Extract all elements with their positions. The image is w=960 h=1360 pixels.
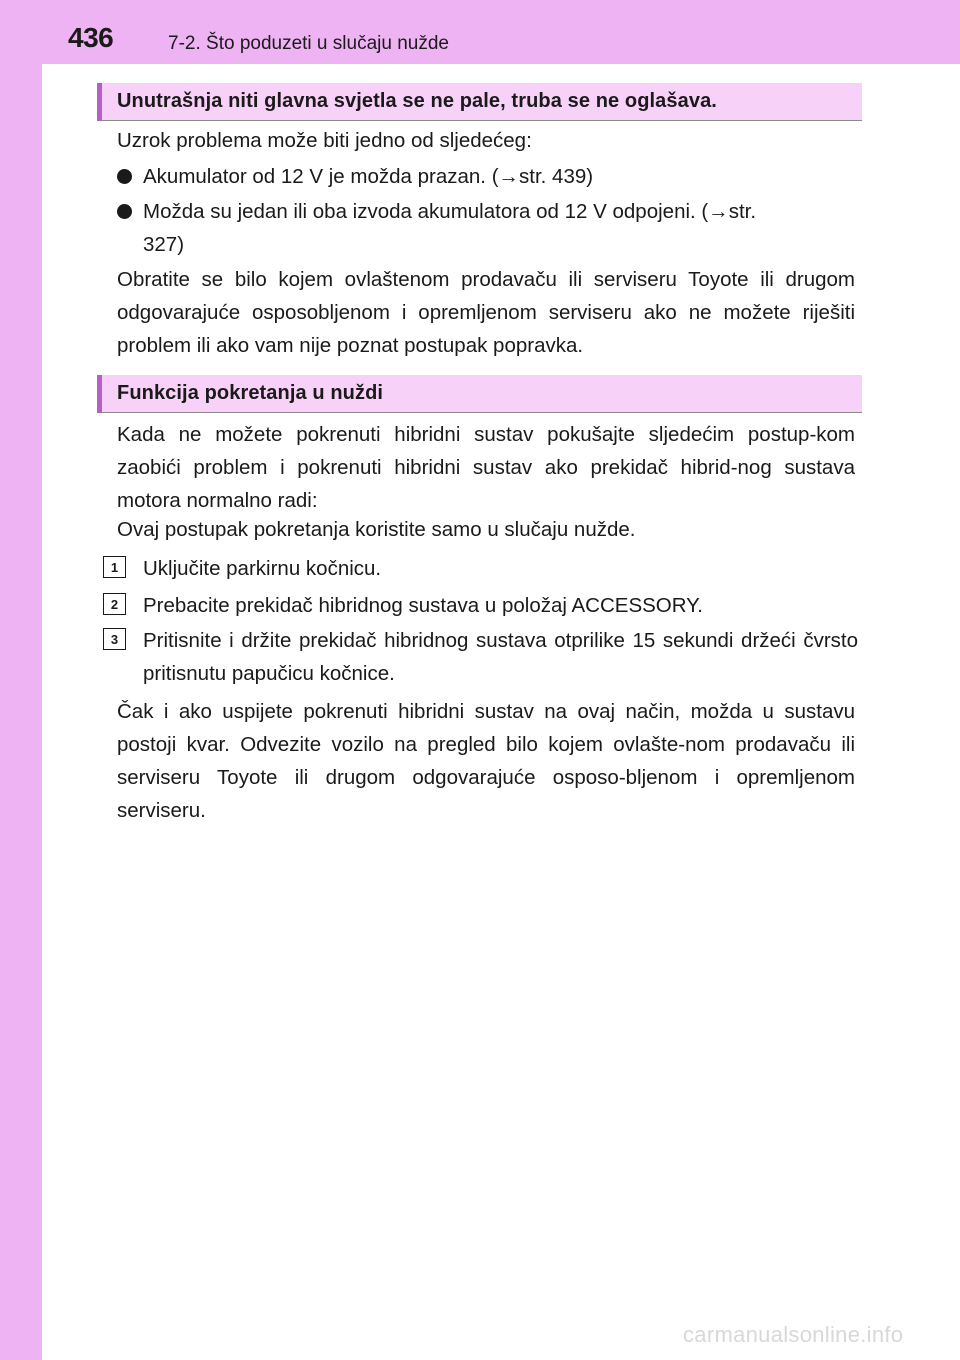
- section-intro: Uzrok problema može biti jedno od sljedećeg:: [117, 129, 532, 152]
- section-heading-lights: [97, 83, 862, 121]
- section-heading-emergency-start: [97, 375, 862, 413]
- step-number: 3: [103, 628, 126, 650]
- step-item: [103, 552, 858, 585]
- bullet-icon: [117, 169, 132, 184]
- step-item: [103, 589, 858, 622]
- step-text: Prebacite prekidač hibridnog sustava u položaj ACCESSORY.: [143, 594, 703, 617]
- section-body: Čak i ako uspijete pokrenuti hibridni sustav na ovaj način, možda u sustavu postoji kvar. Odvezite vozilo na pregled bilo kojem ovlašte-nom prodavaču ili serviseru Toyote ili drugom odgovarajuće osposo-bljenom i opremljenom serviseru.: [117, 700, 855, 822]
- header-band: [0, 0, 960, 64]
- list-item: Akumulator od 12 V je možda prazan. (→str. 439): [117, 160, 857, 193]
- step-number: 1: [103, 556, 126, 578]
- step-text: Pritisnite i držite prekidač hibridnog sustava otprilike 15 sekundi držeći čvrsto pritisnutu papučicu kočnice.: [143, 629, 858, 685]
- section-heading-text: Funkcija pokretanja u nuždi: [117, 382, 384, 404]
- watermark: carmanualsonline.info: [683, 1322, 904, 1347]
- section-heading-text: Unutrašnja niti glavna svjetla se ne pale, truba se ne oglašava.: [117, 90, 717, 112]
- step-number: 2: [103, 593, 126, 615]
- side-color-strip: [0, 0, 42, 1360]
- section-intro: Kada ne možete pokrenuti hibridni sustav pokušajte sljedećim postup-kom zaobići problem i pokrenuti hibridni sustav ako prekidač hibrid-nog sustava motora normalno radi:: [117, 423, 855, 512]
- page-number: 436: [68, 22, 114, 53]
- bullet-icon: [117, 204, 132, 219]
- section-note: Ovaj postupak pokretanja koristite samo u slučaju nužde.: [117, 518, 636, 541]
- step-item: [103, 624, 858, 690]
- chapter-title: 7-2. Što poduzeti u slučaju nužde: [168, 33, 449, 54]
- list-item: Možda su jedan ili oba izvoda akumulatora od 12 V odpojeni. (→str. 327): [117, 195, 857, 261]
- step-text: Uključite parkirnu kočnicu.: [143, 557, 382, 580]
- section-body: Obratite se bilo kojem ovlaštenom prodavaču ili serviseru Toyote ili drugom odgovarajuće osposobljenom i opremljenom serviseru ako ne možete riješiti problem ili ako vam nije poznat postupak popravka.: [117, 268, 855, 357]
